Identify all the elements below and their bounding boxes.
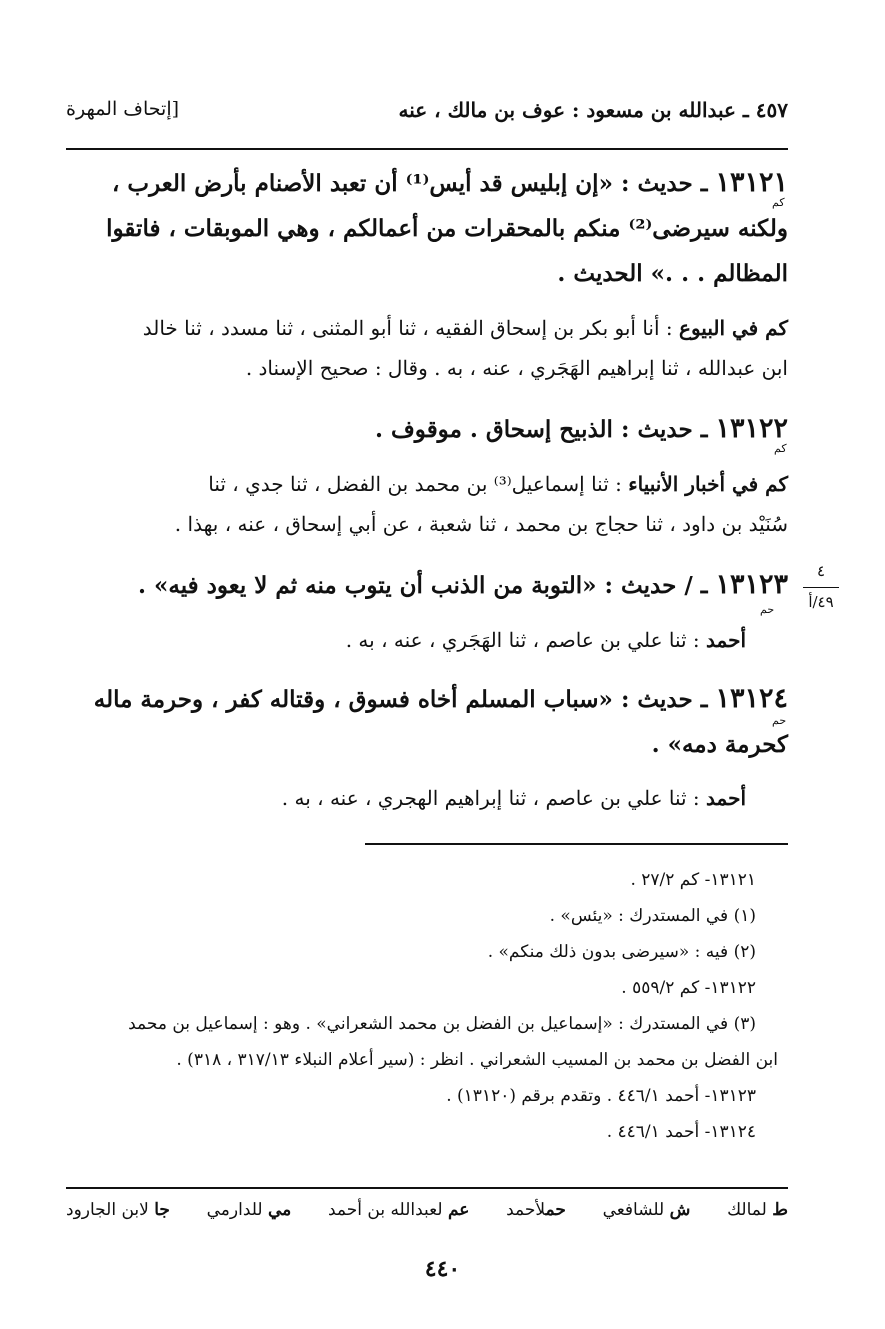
header-rule	[66, 148, 788, 150]
footnote: ابن الفضل بن محمد بن المسيب الشعراني . انظر : (سير أعلام النبلاء ٣١٧/١٣ ، ٣١٨) .	[176, 1050, 778, 1070]
source-lead: كم في البيوع	[679, 316, 788, 340]
entry-number: ١٣١٢٢	[715, 413, 788, 444]
abbreviation: مي للدارمي	[206, 1200, 292, 1220]
abbreviation: حملأحمد	[506, 1200, 566, 1220]
footnote: ١٣١٢٣- أحمد ٤٤٦/١ . وتقدم برقم (١٣١٢٠) .	[446, 1086, 756, 1106]
entry-number: ١٣١٢٣	[715, 569, 788, 600]
running-header	[66, 92, 788, 132]
source-chain: كم في أخبار الأنبياء : ثنا إسماعيل⁽³⁾ بن محمد بن الفضل ، ثنا جدي ، ثنا سُنَيْد بن داود ، ثنا حجاج بن محمد ، ثنا شعبة ، عن أبي إسحاق ، عنه ، بهذا .	[174, 472, 788, 536]
hadith-entry: ١٣١٢٢ ـ حديث : الذبيح إسحاق . موقوف .	[374, 413, 788, 444]
source-siglum: كم	[774, 442, 787, 455]
entry-number: ١٣١٢١	[715, 167, 788, 198]
entry-number: ١٣١٢٤	[715, 683, 788, 714]
footnote: (٢) فيه : «سيرضى بدون ذلك منكم» .	[487, 942, 756, 962]
source-siglum: كم	[772, 196, 785, 209]
footnote: ١٣١٢٢- كم ٥٥٩/٢ .	[621, 978, 756, 998]
footnote: ١٣١٢١- كم ٢٧/٢ .	[630, 870, 756, 890]
margin-volume: ٤	[816, 562, 826, 580]
source-chain: كم في البيوع : أنا أبو بكر بن إسحاق الفقيه ، ثنا أبو المثنى ، ثنا مسدد ، ثنا خالد ابن عبدالله ، ثنا إبراهيم الهَجَري ، عنه ، به . وقال : صحيح الإسناد .	[142, 316, 788, 380]
abbreviation: ش للشافعي	[602, 1200, 691, 1220]
header-book-name: [إتحاف المهرة	[66, 98, 180, 120]
source-chain: أحمد : ثنا علي بن عاصم ، ثنا الهَجَري ، عنه ، به .	[345, 628, 746, 652]
entry-line: ١٣١٢١ ـ حديث : «إن إبليس قد أيس⁽¹⁾ أن تعبد الأصنام بأرض العرب ،	[111, 167, 788, 198]
abbreviation-legend	[66, 1200, 788, 1220]
header-title: ٤٥٧ ـ عبدالله بن مسعود : عوف بن مالك ، عنه	[398, 98, 788, 122]
source-lead: أحمد	[706, 786, 746, 810]
source-lead: أحمد	[706, 628, 746, 652]
abbreviation: جا لابن الجارود	[66, 1200, 170, 1220]
footnote-rule	[365, 843, 788, 845]
abbreviation: ط لمالك	[727, 1200, 788, 1220]
abbreviation: عم لعبدالله بن أحمد	[327, 1200, 470, 1220]
entry-line: ولكنه سيرضى⁽²⁾ منكم بالمحقرات من أعمالكم ، وهي الموبقات ، فاتقوا	[106, 215, 788, 242]
source-siglum: حم	[772, 714, 787, 727]
hadith-entry: ١٣١٢٣ ـ / حديث : «التوبة من الذنب أن يتوب منه ثم لا يعود فيه» .	[138, 569, 788, 600]
margin-folio: ٤٩/أ	[808, 593, 834, 611]
page-number: ٤٤٠	[424, 1256, 461, 1282]
source-chain: أحمد : ثنا علي بن عاصم ، ثنا إبراهيم الهجري ، عنه ، به .	[281, 786, 746, 810]
legend-rule	[66, 1187, 788, 1189]
footnotes	[66, 862, 778, 1150]
source-lead: كم في أخبار الأنبياء	[628, 472, 788, 496]
hadith-entry	[66, 160, 788, 296]
source-siglum: حم	[760, 603, 775, 616]
entry-line: المظالم . . .» الحديث .	[557, 260, 788, 287]
footnote: (١) في المستدرك : «يئس» .	[549, 906, 756, 926]
margin-divider	[803, 587, 839, 588]
footnote: ١٣١٢٤- أحمد ٤٤٦/١ .	[606, 1122, 756, 1142]
footnote: (٣) في المستدرك : «إسماعيل بن الفضل بن محمد الشعراني» . وهو : إسماعيل بن محمد	[128, 1014, 756, 1034]
hadith-entry: ١٣١٢٤ ـ حديث : «سباب المسلم أخاه فسوق ، وقتاله كفر ، وحرمة ماله كحرمة دمه» .	[93, 683, 788, 758]
